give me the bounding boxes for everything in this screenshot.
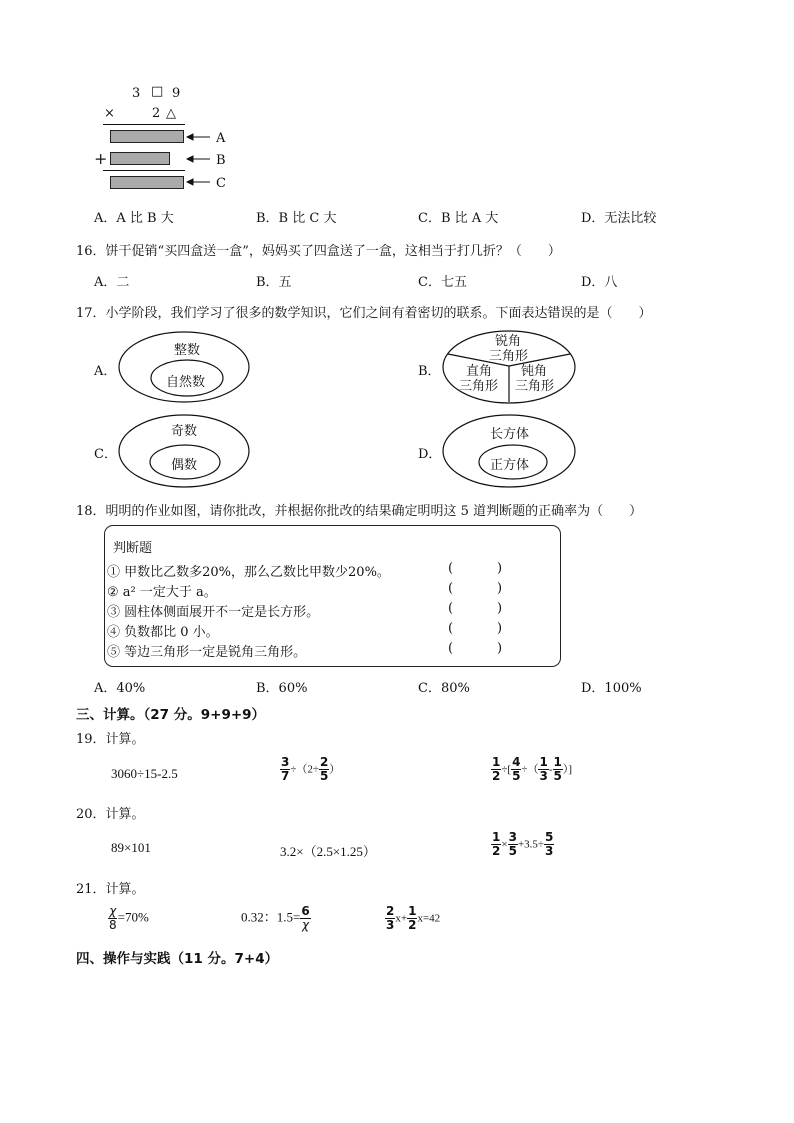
q20-expr-2: 3.2×（2.5×1.25） — [280, 844, 376, 859]
q16-option-b[interactable]: B．五 — [256, 275, 292, 290]
q18-item-2: ② a² 一定大于 a。 — [107, 585, 217, 600]
q17-b-top2: 三角形 — [489, 349, 529, 364]
q17-d-inner: 正方体 — [490, 458, 530, 473]
q17-label-a[interactable]: A． — [94, 364, 117, 379]
q17-label-b[interactable]: B． — [418, 364, 441, 379]
q17-label-d[interactable]: D． — [418, 447, 442, 462]
rule-2 — [103, 170, 185, 171]
bar-b — [110, 152, 170, 165]
arrows-icon — [186, 128, 236, 190]
q16-option-a[interactable]: A．二 — [94, 275, 130, 290]
q18-option-c[interactable]: C．80% — [418, 681, 470, 696]
q17-label-c[interactable]: C． — [94, 447, 117, 462]
q18-blank-1-close: ) — [497, 561, 503, 576]
rule-1 — [103, 124, 185, 125]
q18-text: 18．明明的作业如图，请你批改，并根据你批改的结果确定明明这 5 道判断题的正确率为（ ） — [76, 504, 643, 519]
q19-expr-3: $\frac{1}{2}$ ÷[ $\frac{4}{5}$ ÷（ $\frac{1}{3}$ - $\frac{1}{5}$ ）] — [492, 755, 573, 783]
q17-c-outer: 奇数 — [171, 424, 198, 439]
q17-c-inner: 偶数 — [171, 458, 198, 473]
q17-b-left1: 直角 — [466, 364, 493, 379]
q19-expr-2: $\frac{3}{7}$ ÷（2÷ $\frac{2}{5}$ ） — [281, 755, 341, 783]
q17-a-inner: 自然数 — [166, 375, 206, 390]
times-sign: × — [104, 106, 115, 121]
plus-sign: + — [94, 149, 108, 168]
q17-a-outer: 整数 — [174, 343, 201, 358]
q20-expr-3: $\frac{1}{2}$ × $\frac{3}{5}$ +3.5÷ $\frac{5}{3}$ — [492, 830, 554, 858]
bar-c — [110, 176, 184, 189]
q17-b-left2: 三角形 — [459, 379, 499, 394]
q17-b-right1: 钝角 — [521, 364, 548, 379]
q16-option-c[interactable]: C．七五 — [418, 275, 467, 290]
q20-expr-1: 89×101 — [111, 840, 151, 855]
q21-expr-2: 0.32：1.5= $\frac{6}{\chi}$ — [241, 904, 310, 932]
q18-option-a[interactable]: A．40% — [94, 681, 146, 696]
q15-option-d[interactable]: D．无法比较 — [581, 211, 657, 226]
q18-option-b[interactable]: B．60% — [256, 681, 308, 696]
q18-item-5: ⑤ 等边三角形一定是锐角三角形。 — [107, 645, 307, 660]
q18-item-4: ④ 负数都比 0 小。 — [107, 625, 219, 640]
q18-option-d[interactable]: D．100% — [581, 681, 642, 696]
q18-blank-1-open[interactable]: ( — [448, 561, 454, 576]
q18-blank-4-close: ) — [497, 621, 503, 636]
q15-option-c[interactable]: C．B 比 A 大 — [418, 211, 499, 226]
q18-blank-5-close: ) — [497, 641, 503, 656]
q18-item-3: ③ 圆柱体侧面展开不一定是长方形。 — [107, 605, 320, 620]
q21-expr-3: $\frac{2}{3}$ x+ $\frac{1}{2}$ x=42 — [386, 904, 441, 932]
label-a: A — [216, 131, 226, 146]
q18-blank-5-open[interactable]: ( — [448, 641, 454, 656]
q17-b-right2: 三角形 — [515, 379, 555, 394]
q17-d-outer: 长方体 — [490, 427, 530, 442]
q21-expr-1: $\frac{\chi}{8}$ =70% — [109, 904, 149, 932]
q16-option-d[interactable]: D．八 — [581, 275, 618, 290]
q18-blank-2-open[interactable]: ( — [448, 581, 454, 596]
q20-label: 20．计算。 — [76, 807, 145, 822]
q18-blank-3-close: ) — [497, 601, 503, 616]
digit-square: □ — [151, 84, 164, 99]
label-b: B — [216, 153, 226, 168]
digit-2: 2 — [152, 106, 161, 121]
q18-item-1: ① 甲数比乙数多20%，那么乙数比甲数少20%。 — [107, 565, 390, 580]
q15-option-b[interactable]: B．B 比 C 大 — [256, 211, 337, 226]
q18-blank-2-close: ) — [497, 581, 503, 596]
digit-3: 3 — [132, 86, 141, 101]
q19-label: 19．计算。 — [76, 732, 145, 747]
section-3-heading: 三、计算。（27 分。9+9+9） — [76, 707, 266, 723]
label-c: C — [216, 176, 226, 191]
section-4-heading: 四、操作与实践（11 分。7+4） — [76, 951, 279, 967]
q18-blank-4-open[interactable]: ( — [448, 621, 454, 636]
bar-a — [110, 130, 184, 143]
q21-label: 21．计算。 — [76, 882, 145, 897]
q18-box-title: 判断题 — [113, 541, 153, 556]
q19-expr-1: 3060÷15-2.5 — [111, 766, 178, 781]
q17-b-top1: 锐角 — [495, 334, 522, 349]
q18-blank-3-open[interactable]: ( — [448, 601, 454, 616]
q16-text: 16．饼干促销“买四盒送一盒”，妈妈买了四盒送了一盒，这相当于打几折？（ ） — [76, 244, 561, 259]
digit-9: 9 — [172, 86, 181, 101]
q17-text: 17．小学阶段，我们学习了很多的数学知识，它们之间有着密切的联系。下面表达错误的是（ ） — [76, 306, 652, 321]
digit-triangle: △ — [166, 106, 176, 121]
q15-option-a[interactable]: A．A 比 B 大 — [94, 211, 174, 226]
